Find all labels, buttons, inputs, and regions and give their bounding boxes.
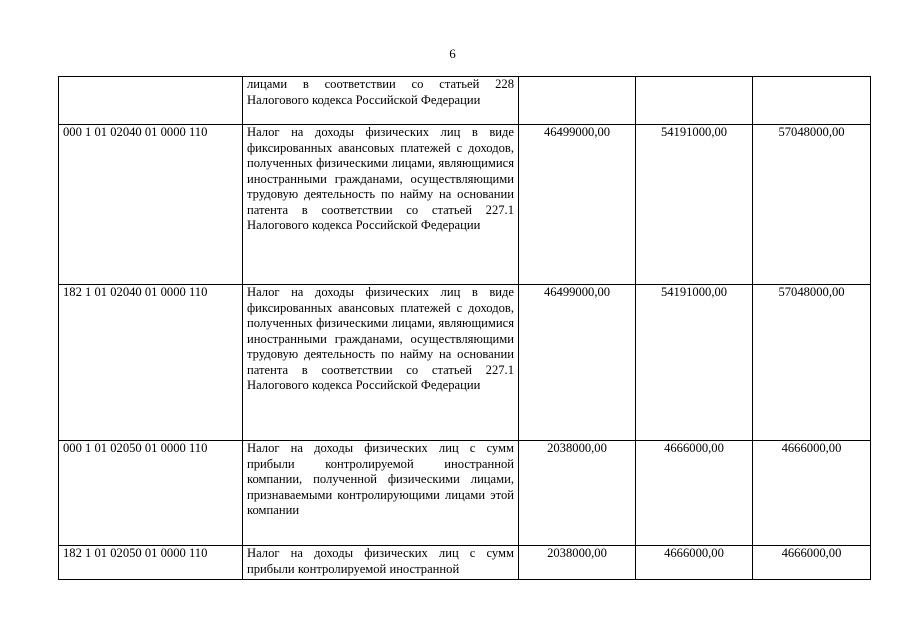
amount-year1-cell: 46499000,00 [519,285,636,441]
income-name-cell: Налог на доходы физических лиц с сумм прибыли контролируемой иностранной компании, полученной физическими лицами, признаваемыми контролирующими лицами этой компании [243,441,519,546]
table-row [59,441,871,546]
amount-year1-cell: 46499000,00 [519,125,636,285]
income-name-cell: Налог на доходы физических лиц с сумм прибыли контролируемой иностранной [243,546,519,580]
amount-year2-cell [636,77,753,125]
budget-code-cell: 182 1 01 02050 01 0000 110 [59,546,243,580]
budget-code-cell [59,77,243,125]
revenue-table [58,76,871,580]
amount-year2-cell: 54191000,00 [636,285,753,441]
table-row [59,125,871,285]
amount-year1-cell: 2038000,00 [519,441,636,546]
amount-year3-cell [753,77,871,125]
amount-year3-cell: 57048000,00 [753,125,871,285]
budget-code-cell: 000 1 01 02040 01 0000 110 [59,125,243,285]
amount-year3-cell: 57048000,00 [753,285,871,441]
table-row [59,285,871,441]
amount-year2-cell: 4666000,00 [636,441,753,546]
page-number: 6 [449,46,456,61]
amount-year2-cell: 54191000,00 [636,125,753,285]
amount-year3-cell: 4666000,00 [753,441,871,546]
budget-code-cell: 000 1 01 02050 01 0000 110 [59,441,243,546]
income-name-cell: лицами в соответствии со статьей 228 Налогового кодекса Российской Федерации [243,77,519,125]
amount-year2-cell: 4666000,00 [636,546,753,580]
income-name-cell: Налог на доходы физических лиц в виде фиксированных авансовых платежей с доходов, полученных физическими лицами, являющимися иностранными гражданами, осуществляющими трудовую деятельность по найму на основании патента в соответствии со статьей 227.1 Налогового кодекса Российской Федерации [243,285,519,441]
amount-year1-cell: 2038000,00 [519,546,636,580]
table-row [59,546,871,580]
budget-code-cell: 182 1 01 02040 01 0000 110 [59,285,243,441]
income-name-cell: Налог на доходы физических лиц в виде фиксированных авансовых платежей с доходов, полученных физическими лицами, являющимися иностранными гражданами, осуществляющими трудовую деятельность по найму на основании патента в соответствии со статьей 227.1 Налогового кодекса Российской Федерации [243,125,519,285]
table-row [59,77,871,125]
amount-year3-cell: 4666000,00 [753,546,871,580]
amount-year1-cell [519,77,636,125]
